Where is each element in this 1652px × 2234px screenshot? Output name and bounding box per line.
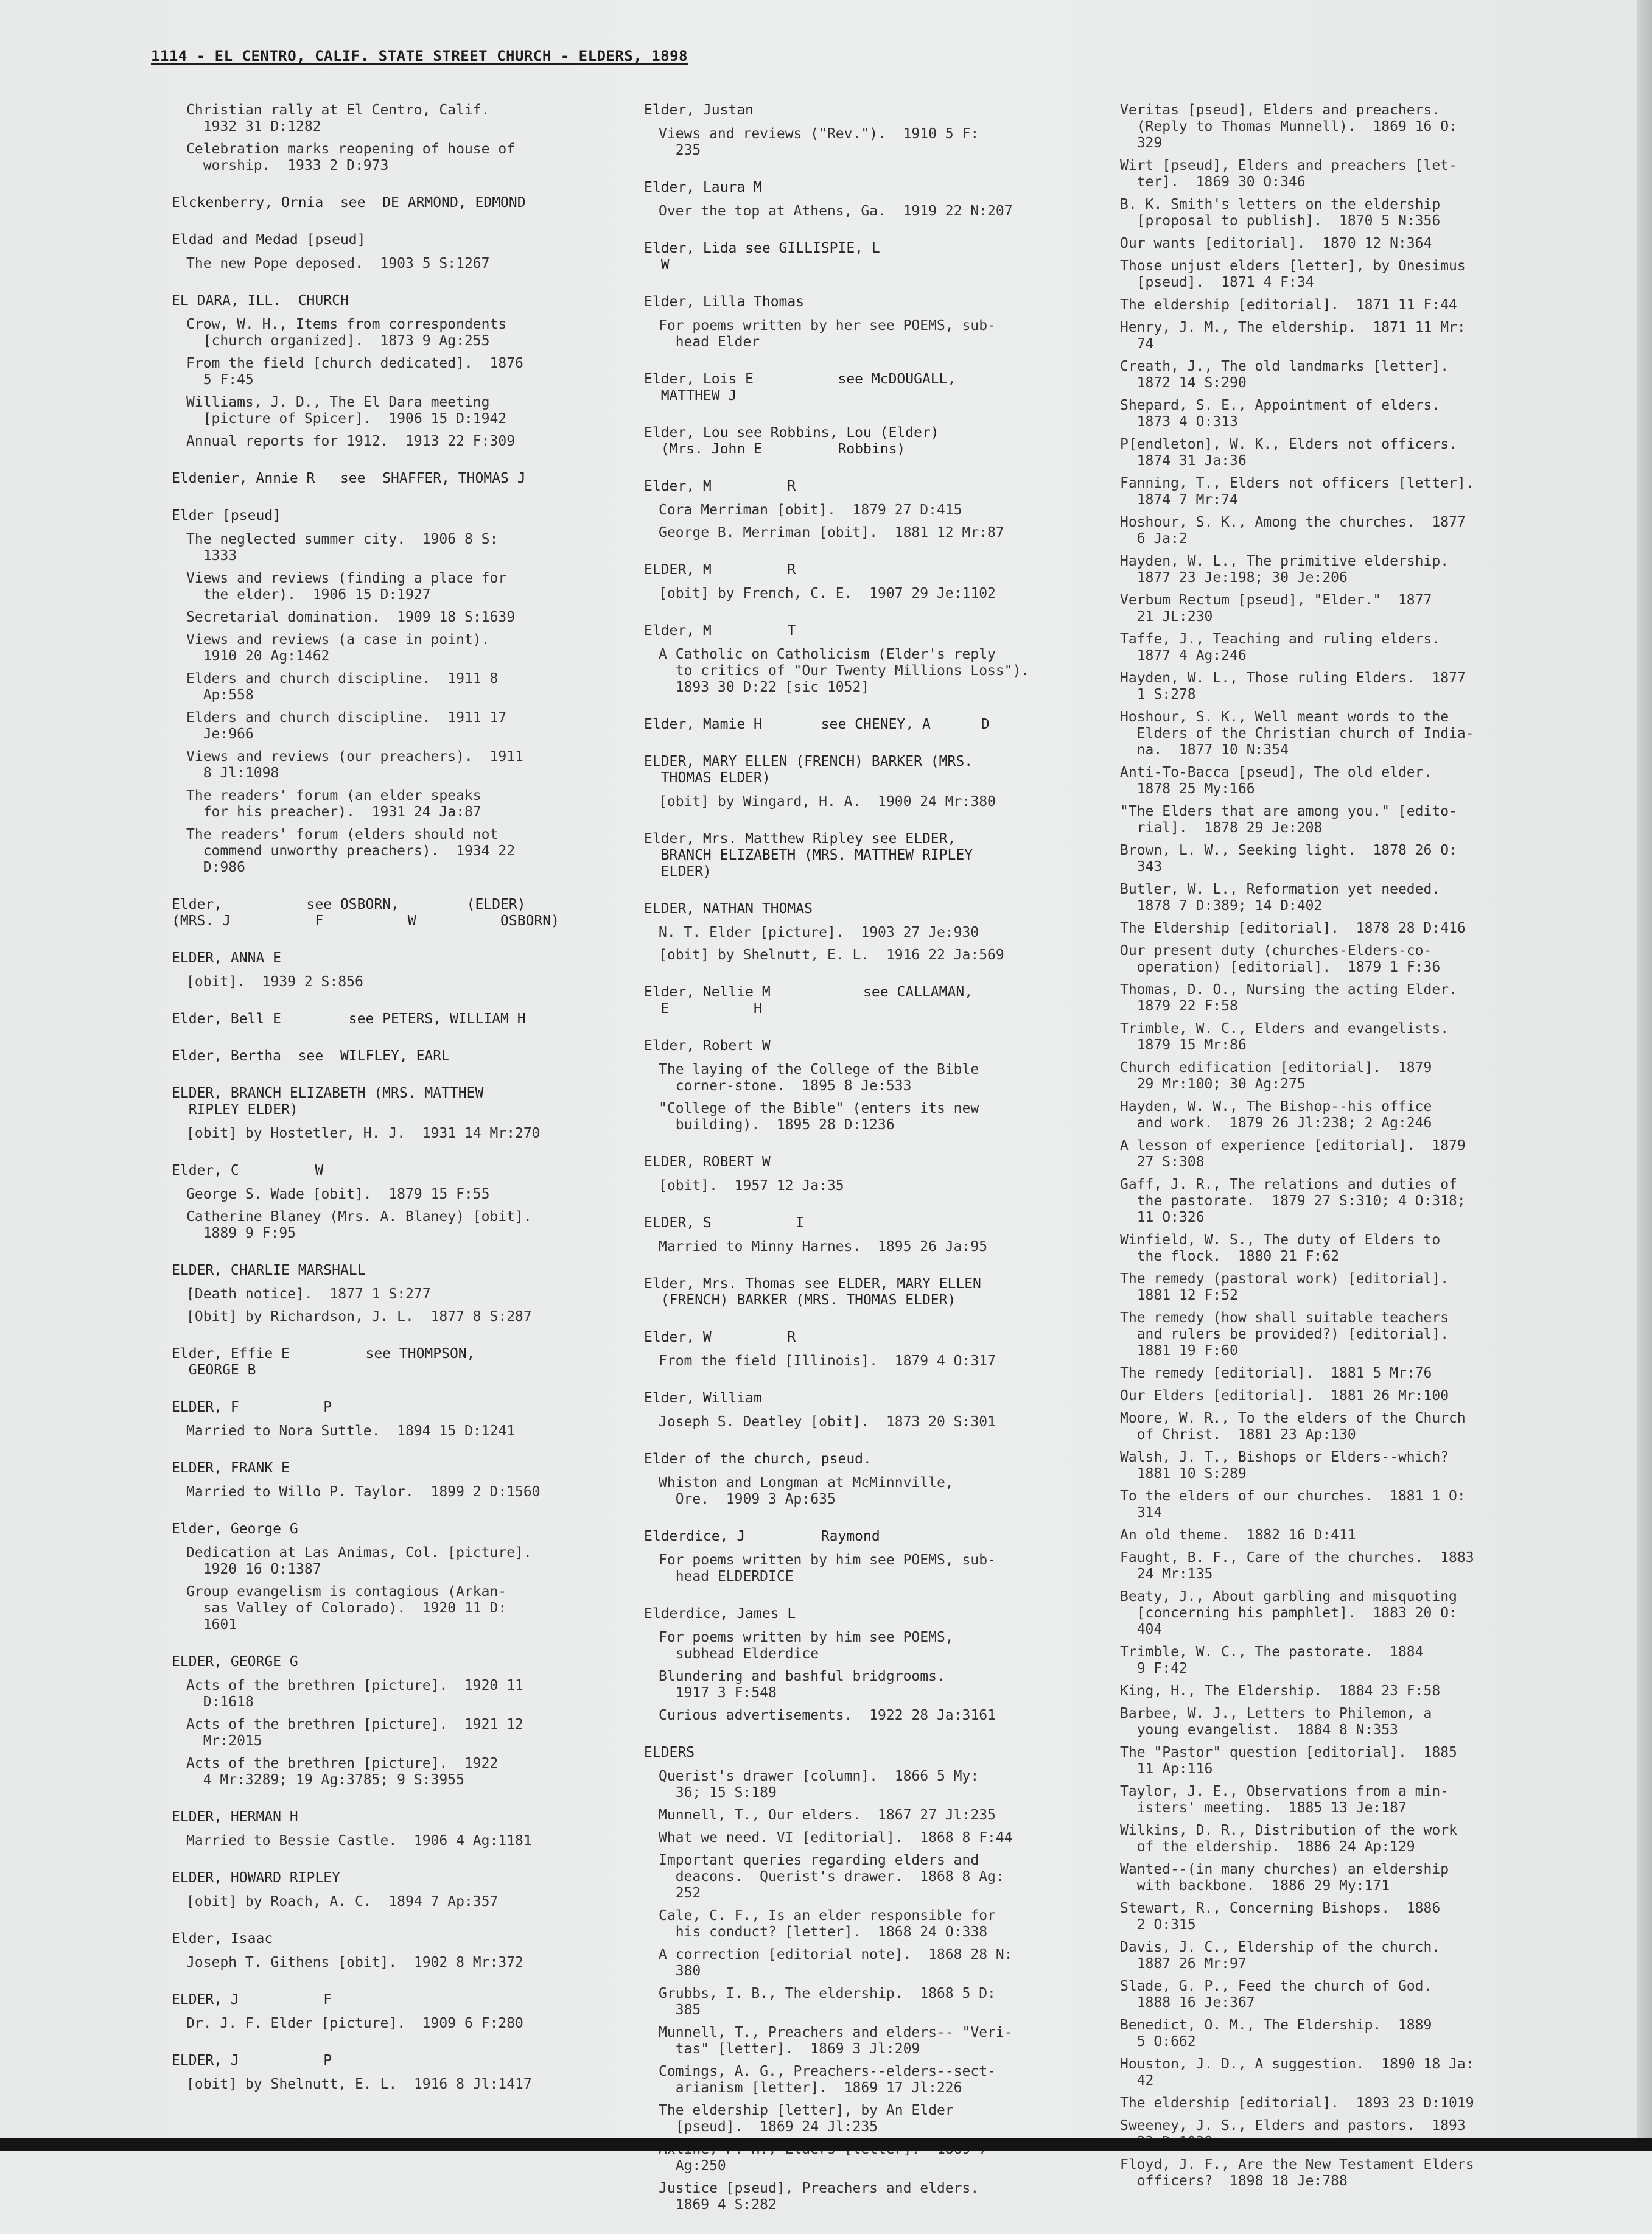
index-group — [172, 1460, 622, 1500]
index-group — [172, 1048, 622, 1065]
index-entry: The laying of the College of the Bible corner-stone. 1895 8 Je:533 — [659, 1062, 979, 1094]
index-entry: [Death notice]. 1877 1 S:277 — [186, 1286, 431, 1302]
index-heading: Elder, see OSBORN, (ELDER) (MRS. J F W OSBORN) — [172, 897, 559, 929]
index-entry: Acts of the brethren [picture]. 1921 12 Mr:2015 — [186, 1717, 523, 1749]
index-heading: ELDER, MARY ELLEN (FRENCH) BARKER (MRS. THOMAS ELDER) — [644, 754, 973, 786]
index-entry: Catherine Blaney (Mrs. A. Blaney) [obit]. 1889 9 F:95 — [186, 1209, 532, 1241]
index-heading: Elder, Justan — [644, 102, 754, 118]
index-group — [172, 1654, 622, 1788]
index-group — [172, 1809, 622, 1849]
index-group — [172, 1521, 622, 1633]
index-entry: Trimble, W. C., The pastorate. 1884 9 F:42 — [1120, 1644, 1424, 1676]
index-entry: [obit] by Roach, A. C. 1894 7 Ap:357 — [186, 1894, 499, 1910]
index-entry: The remedy [editorial]. 1881 5 Mr:76 — [1120, 1365, 1432, 1381]
index-entry: Winfield, W. S., The duty of Elders to the flock. 1880 21 F:62 — [1120, 1232, 1441, 1264]
index-entry: Sweeney, J. S., Elders and pastors. 1893 — [1120, 2118, 1466, 2134]
index-group — [644, 1606, 1094, 1724]
index-group — [644, 478, 1094, 541]
index-entry: [obit] by Wingard, H. A. 1900 24 Mr:380 — [659, 794, 996, 810]
index-entry: "The Elders that are among you." [edito- rial]. 1878 29 Je:208 — [1120, 804, 1457, 836]
index-entry: For poems written by him see POEMS, subhead Elderdice — [659, 1630, 954, 1662]
index-entry: The "Pastor" question [editorial]. 1885 11 Ap:116 — [1120, 1745, 1457, 1777]
index-entry: Taylor, J. E., Observations from a min- isters' meeting. 1885 13 Je:187 — [1120, 1784, 1449, 1816]
index-entry: [obit]. 1957 12 Ja:35 — [659, 1178, 844, 1194]
index-entry: Houston, J. D., A suggestion. 1890 18 Ja: 42 — [1120, 2056, 1474, 2089]
index-entry: Views and reviews (a case in point). 1910 20 Ag:1462 — [186, 632, 490, 664]
index-entry: Butler, W. L., Reformation yet needed. 1878 7 D:389; 14 D:402 — [1120, 881, 1441, 914]
index-entry: Querist's drawer [column]. 1866 5 My: 36; 15 S:189 — [659, 1768, 979, 1801]
index-entry: What we need. VI [editorial]. 1868 8 F:44 — [659, 1830, 1013, 1846]
index-group — [644, 294, 1094, 351]
index-entry: Cora Merriman [obit]. 1879 27 D:415 — [659, 502, 962, 518]
index-heading: Elder, M R — [644, 478, 796, 494]
index-group — [172, 1163, 622, 1242]
index-heading: Eldad and Medad [pseud] — [172, 232, 366, 248]
index-heading: Elder, Lou see Robbins, Lou (Elder) (Mrs. John E Robbins) — [644, 425, 939, 457]
index-heading: ELDERS — [644, 1745, 695, 1760]
index-group — [1120, 102, 1625, 2190]
index-group — [644, 1154, 1094, 1194]
index-entry: Faught, B. F., Care of the churches. 1883 24 Mr:135 — [1120, 1550, 1474, 1582]
index-group — [172, 950, 622, 990]
index-group — [644, 901, 1094, 964]
index-entry: Those unjust elders [letter], by Onesimus [pseud]. 1871 4 F:34 — [1120, 258, 1466, 290]
index-group — [644, 623, 1094, 696]
index-entry: Slade, G. P., Feed the church of God. 1888 16 Je:367 — [1120, 1978, 1432, 2011]
index-entry: [obit] by Shelnutt, E. L. 1916 8 Jl:1417 — [186, 2076, 532, 2092]
index-entry: George S. Wade [obit]. 1879 15 F:55 — [186, 1186, 490, 1202]
index-entry: N. T. Elder [picture]. 1903 27 Je:930 — [659, 925, 979, 940]
index-heading: Elderdice, J Raymond — [644, 1528, 880, 1544]
index-group — [172, 1011, 622, 1028]
index-heading: ELDER, HOWARD RIPLEY — [172, 1870, 340, 1886]
index-group — [644, 754, 1094, 810]
index-entry: Barbee, W. J., Letters to Philemon, a young evangelist. 1884 8 N:353 — [1120, 1706, 1432, 1738]
index-heading: Elder, George G — [172, 1521, 298, 1537]
index-group — [644, 180, 1094, 220]
index-group — [644, 371, 1094, 404]
index-group — [172, 1085, 622, 1142]
index-entry: Dedication at Las Animas, Col. [picture]. 1920 16 O:1387 — [186, 1545, 532, 1577]
index-entry: The remedy (pastoral work) [editorial]. 1881 12 F:52 — [1120, 1271, 1449, 1303]
index-entry: The neglected summer city. 1906 8 S: 1333 — [186, 531, 499, 564]
index-entry: Fanning, T., Elders not officers [letter]. 1874 7 Mr:74 — [1120, 475, 1474, 508]
index-entry: Anti-To-Bacca [pseud], The old elder. 1878 25 My:166 — [1120, 765, 1432, 797]
index-heading: ELDER, FRANK E — [172, 1460, 290, 1476]
index-heading: Elder, Robert W — [644, 1038, 771, 1054]
index-entry: Our Elders [editorial]. 1881 26 Mr:100 — [1120, 1388, 1449, 1404]
index-entry: Group evangelism is contagious (Arkan- sas Valley of Colorado). 1920 11 D: 1601 — [186, 1584, 507, 1633]
index-entry: "College of the Bible" (enters its new building). 1895 28 D:1236 — [659, 1101, 979, 1133]
index-heading: ELDER, M R — [644, 562, 796, 578]
index-entry: Married to Bessie Castle. 1906 4 Ag:1181 — [186, 1833, 532, 1849]
index-heading: Elder, W R — [644, 1329, 796, 1345]
index-entry: To the elders of our churches. 1881 1 O: 314 — [1120, 1488, 1466, 1521]
index-entry: The readers' forum (an elder speaks for his preacher). 1931 24 Ja:87 — [186, 788, 481, 820]
index-heading: Elder, Isaac — [172, 1931, 273, 1947]
index-entry: Over the top at Athens, Ga. 1919 22 N:207 — [659, 203, 1013, 219]
index-entry: Views and reviews (finding a place for the elder). 1906 15 D:1927 — [186, 570, 507, 603]
index-group — [644, 1451, 1094, 1508]
index-heading: Elder, Bell E see PETERS, WILLIAM H — [172, 1011, 526, 1027]
index-group — [172, 1992, 622, 2032]
index-entry: King, H., The Eldership. 1884 23 F:58 — [1120, 1683, 1441, 1699]
index-entry: The remedy (how shall suitable teachers and rulers be provided?) [editorial]. 1881 19 F:60 — [1120, 1310, 1449, 1359]
index-entry: Acts of the brethren [picture]. 1920 11 D:1618 — [186, 1678, 523, 1710]
index-heading: Elder of the church, pseud. — [644, 1451, 872, 1467]
index-entry: The eldership [editorial]. 1893 23 D:1019 — [1120, 2095, 1474, 2111]
index-entry: Married to Nora Suttle. 1894 15 D:1241 — [186, 1423, 516, 1439]
index-group — [644, 425, 1094, 458]
running-head: 1114 - EL CENTRO, CALIF. STATE STREET CHURCH - ELDERS, 1898 — [151, 47, 688, 65]
index-entry: A correction [editorial note]. 1868 28 N: 380 — [659, 1947, 1013, 1979]
index-entry: Our wants [editorial]. 1870 12 N:364 — [1120, 236, 1432, 251]
index-entry: Whiston and Longman at McMinnville, Ore. 1909 3 Ap:635 — [659, 1475, 954, 1507]
index-heading: Elder [pseud] — [172, 508, 282, 523]
index-column-2 — [644, 102, 1094, 2234]
index-group — [172, 232, 622, 272]
index-entry: Creath, J., The old landmarks [letter]. 1872 14 S:290 — [1120, 359, 1449, 391]
index-heading: Elder, Effie E see THOMPSON, GEORGE B — [172, 1346, 475, 1378]
index-entry: Grubbs, I. B., The eldership. 1868 5 D: 385 — [659, 1986, 996, 2018]
index-entry: Beaty, J., About garbling and misquoting [concerning his pamphlet]. 1883 20 O: 404 — [1120, 1589, 1457, 1637]
index-entry: Dr. J. F. Elder [picture]. 1909 6 F:280 — [186, 2015, 523, 2031]
index-heading: ELDER, BRANCH ELIZABETH (MRS. MATTHEW RIPLEY ELDER) — [172, 1085, 484, 1118]
index-entry: A Catholic on Catholicism (Elder's reply to critics of "Our Twenty Millions Loss"). 1893 30 D:22 [sic 1052] — [659, 646, 1030, 695]
index-group — [644, 1276, 1094, 1309]
index-entry: B. K. Smith's letters on the eldership [proposal to publish]. 1870 5 N:356 — [1120, 197, 1441, 229]
index-group — [644, 716, 1094, 733]
index-entry: Curious advertisements. 1922 28 Ja:3161 — [659, 1707, 996, 1723]
index-heading: Elder, Laura M — [644, 180, 762, 195]
index-entry: [obit] by Shelnutt, E. L. 1916 22 Ja:569 — [659, 947, 1004, 963]
index-heading: ELDER, J F — [172, 1992, 332, 2008]
index-entry: Hoshour, S. K., Among the churches. 1877 6 Ja:2 — [1120, 514, 1466, 547]
index-entry: Thomas, D. O., Nursing the acting Elder. 1879 22 F:58 — [1120, 982, 1457, 1014]
index-heading: Elder, M T — [644, 623, 796, 639]
index-heading: Elder, C W — [172, 1163, 324, 1178]
index-entry: Annual reports for 1912. 1913 22 F:309 — [186, 433, 516, 449]
index-group — [172, 102, 622, 174]
index-entry: Hayden, W. L., The primitive eldership. 1877 23 Je:198; 30 Je:206 — [1120, 553, 1449, 586]
index-entry: The eldership [letter], by An Elder [pseud]. 1869 24 Jl:235 — [659, 2103, 954, 2135]
index-heading: ELDER, ANNA E — [172, 950, 282, 966]
index-heading: Elder, Lida see GILLISPIE, L W — [644, 240, 880, 273]
index-entry: Elders and church discipline. 1911 17 Je:966 — [186, 710, 507, 742]
index-entry: Gaff, J. R., The relations and duties of the pastorate. 1879 27 S:310; 4 O:318; 11 O:326 — [1120, 1177, 1466, 1225]
index-entry: Comings, A. G., Preachers--elders--sect- arianism [letter]. 1869 17 Jl:226 — [659, 2064, 996, 2096]
index-heading: ELDER, NATHAN THOMAS — [644, 901, 813, 917]
index-heading: ELDER, HERMAN H — [172, 1809, 298, 1825]
index-entry: For poems written by him see POEMS, sub- head ELDERDICE — [659, 1552, 996, 1584]
index-group — [172, 508, 622, 876]
scan-bottom-border — [0, 2138, 1652, 2151]
page-edge-shadow — [1637, 0, 1652, 2151]
index-entry: [obit]. 1939 2 S:856 — [186, 974, 363, 990]
index-entry: Views and reviews ("Rev."). 1910 5 F: 235 — [659, 126, 979, 158]
index-entry: Elders and church discipline. 1911 8 Ap:558 — [186, 671, 499, 703]
index-heading: Elder, William — [644, 1390, 762, 1406]
index-entry: Important queries regarding elders and deacons. Querist's drawer. 1868 8 Ag: 252 — [659, 1852, 1004, 1901]
index-entry: Views and reviews (our preachers). 1911 8 Jl:1098 — [186, 749, 523, 781]
index-group — [644, 102, 1094, 159]
index-heading: ELDER, F P — [172, 1399, 332, 1415]
index-group — [172, 1931, 622, 1971]
index-heading: ELDER, GEORGE G — [172, 1654, 298, 1670]
index-entry: Shepard, S. E., Appointment of elders. 1873 4 O:313 — [1120, 397, 1441, 430]
index-entry: Married to Willo P. Taylor. 1899 2 D:1560 — [186, 1484, 541, 1500]
index-entry: Taffe, J., Teaching and ruling elders. 1877 4 Ag:246 — [1120, 631, 1441, 664]
index-group — [172, 195, 622, 211]
index-entry: Joseph T. Githens [obit]. 1902 8 Mr:372 — [186, 1955, 523, 1970]
index-group — [644, 1329, 1094, 1370]
index-heading: ELDER, ROBERT W — [644, 1154, 771, 1170]
index-group — [172, 1870, 622, 1910]
index-entry: Walsh, J. T., Bishops or Elders--which? 1881 10 S:289 — [1120, 1449, 1449, 1482]
index-group — [172, 1262, 622, 1325]
index-group — [172, 1346, 622, 1379]
index-heading: ELDER, J P — [172, 2053, 332, 2068]
index-entry: [Obit] by Richardson, J. L. 1877 8 S:287 — [186, 1309, 532, 1325]
index-heading: EL DARA, ILL. CHURCH — [172, 293, 349, 309]
index-entry: Our present duty (churches-Elders-co- operation) [editorial]. 1879 1 F:36 — [1120, 943, 1441, 975]
index-heading: ELDER, CHARLIE MARSHALL — [172, 1262, 366, 1278]
index-heading: Elckenberry, Ornia see DE ARMOND, EDMOND — [172, 195, 526, 211]
index-entry: Christian rally at El Centro, Calif. 1932 31 D:1282 — [186, 102, 490, 135]
index-heading: Elder, Bertha see WILFLEY, EARL — [172, 1048, 450, 1064]
index-entry: Wanted--(in many churches) an eldership with backbone. 1886 29 My:171 — [1120, 1861, 1449, 1894]
index-column-3 — [1120, 102, 1625, 2196]
index-group — [644, 1390, 1094, 1430]
index-entry: Hoshour, S. K., Well meant words to the Elders of the Christian church of India- na. 1877 10 N:354 — [1120, 709, 1474, 758]
index-column-1 — [172, 102, 622, 2113]
index-group — [644, 562, 1094, 602]
index-entry: Stewart, R., Concerning Bishops. 1886 2 O:315 — [1120, 1900, 1441, 1933]
index-group — [644, 1528, 1094, 1585]
index-entry: Veritas [pseud], Elders and preachers. (Reply to Thomas Munnell). 1869 16 O: 329 — [1120, 102, 1457, 151]
index-entry: Floyd, J. F., Are the New Testament Elders officers? 1898 18 Je:788 — [1120, 2157, 1474, 2189]
index-group — [172, 2053, 622, 2093]
index-entry: Justice [pseud], Preachers and elders. 1869 4 S:282 — [659, 2180, 979, 2213]
index-group — [172, 293, 622, 450]
index-entry: Married to Minny Harnes. 1895 26 Ja:95 — [659, 1239, 988, 1255]
index-entry: The new Pope deposed. 1903 5 S:1267 — [186, 256, 490, 271]
index-heading: Elder, Lois E see McDOUGALL, MATTHEW J — [644, 371, 956, 404]
index-entry: The readers' forum (elders should not commend unworthy preachers). 1934 22 D:986 — [186, 827, 516, 875]
index-group — [644, 240, 1094, 273]
index-entry: Celebration marks reopening of house of worship. 1933 2 D:973 — [186, 141, 516, 173]
index-entry: Benedict, O. M., The Eldership. 1889 5 O:662 — [1120, 2017, 1432, 2050]
index-heading: Elder, Mrs. Thomas see ELDER, MARY ELLEN (FRENCH) BARKER (MRS. THOMAS ELDER) — [644, 1276, 981, 1308]
index-group — [644, 1038, 1094, 1133]
index-entry: Wirt [pseud], Elders and preachers [let- ter]. 1869 30 O:346 — [1120, 158, 1457, 190]
index-group — [172, 471, 622, 487]
index-entry: Blundering and bashful bridgrooms. 1917 3 F:548 — [659, 1668, 945, 1701]
index-heading: Elder, Nellie M see CALLAMAN, E H — [644, 984, 973, 1017]
index-entry: An old theme. 1882 16 D:411 — [1120, 1527, 1356, 1543]
index-entry: Henry, J. M., The eldership. 1871 11 Mr: 74 — [1120, 320, 1466, 352]
index-entry: Secretarial domination. 1909 18 S:1639 — [186, 609, 516, 625]
index-heading: ELDER, S I — [644, 1215, 805, 1231]
index-entry: Wilkins, D. R., Distribution of the work of the eldership. 1886 24 Ap:129 — [1120, 1823, 1457, 1855]
index-entry: [obit] by French, C. E. 1907 29 Je:1102 — [659, 586, 996, 601]
index-entry: Crow, W. H., Items from correspondents [church organized]. 1873 9 Ag:255 — [186, 317, 507, 349]
index-heading: Elder, Lilla Thomas — [644, 294, 805, 310]
index-entry: Williams, J. D., The El Dara meeting [picture of Spicer]. 1906 15 D:1942 — [186, 394, 507, 427]
index-entry: Brown, L. W., Seeking light. 1878 26 O: 343 — [1120, 842, 1457, 875]
index-entry: The eldership [editorial]. 1871 11 F:44 — [1120, 297, 1457, 313]
index-heading: Eldenier, Annie R see SHAFFER, THOMAS J — [172, 471, 526, 486]
index-entry: Trimble, W. C., Elders and evangelists. 1879 15 Mr:86 — [1120, 1021, 1449, 1053]
index-entry: Church edification [editorial]. 1879 29 Mr:100; 30 Ag:275 — [1120, 1060, 1432, 1092]
index-group — [172, 1399, 622, 1440]
index-group — [172, 897, 622, 930]
index-entry: Ag:250 — [675, 2158, 726, 2174]
index-entry: P[endleton], W. K., Elders not officers. 1874 31 Ja:36 — [1120, 436, 1457, 469]
index-entry: Verbum Rectum [pseud], "Elder." 1877 21 JL:230 — [1120, 592, 1432, 625]
index-entry: A lesson of experience [editorial]. 1879 27 S:308 — [1120, 1138, 1466, 1170]
index-entry: Munnell, T., Preachers and elders-- "Veri- tas" [letter]. 1869 3 Jl:209 — [659, 2025, 1013, 2057]
index-entry: Hayden, W. L., Those ruling Elders. 1877 1 S:278 — [1120, 670, 1466, 702]
index-entry: Hayden, W. W., The Bishop--his office and work. 1879 26 Jl:238; 2 Ag:246 — [1120, 1099, 1432, 1131]
index-entry: Acts of the brethren [picture]. 1922 4 Mr:3289; 19 Ag:3785; 9 S:3955 — [186, 1756, 499, 1788]
index-entry: Munnell, T., Our elders. 1867 27 Jl:235 — [659, 1807, 996, 1823]
index-group — [644, 1215, 1094, 1255]
index-entry: From the field [Illinois]. 1879 4 O:317 — [659, 1353, 996, 1369]
index-heading: Elder, Mrs. Matthew Ripley see ELDER, BRANCH ELIZABETH (MRS. MATTHEW RIPLEY ELDER) — [644, 831, 973, 880]
index-entry: For poems written by her see POEMS, sub- head Elder — [659, 318, 996, 350]
index-entry: George B. Merriman [obit]. 1881 12 Mr:87 — [659, 525, 1004, 541]
index-entry: [obit] by Hostetler, H. J. 1931 14 Mr:270 — [186, 1126, 541, 1141]
index-heading: Elderdice, James L — [644, 1606, 796, 1622]
index-group — [644, 984, 1094, 1017]
index-entry: The Eldership [editorial]. 1878 28 D:416 — [1120, 920, 1466, 936]
index-group — [644, 831, 1094, 880]
index-entry: Moore, W. R., To the elders of the Church of Christ. 1881 23 Ap:130 — [1120, 1410, 1466, 1443]
index-entry: From the field [church dedicated]. 1876 5 F:45 — [186, 355, 523, 388]
index-entry: Cale, C. F., Is an elder responsible for his conduct? [letter]. 1868 24 O:338 — [659, 1908, 996, 1940]
index-heading: Elder, Mamie H see CHENEY, A D — [644, 716, 990, 732]
index-entry: Davis, J. C., Eldership of the church. 1887 26 Mr:97 — [1120, 1939, 1441, 1972]
index-entry: Joseph S. Deatley [obit]. 1873 20 S:301 — [659, 1414, 996, 1430]
